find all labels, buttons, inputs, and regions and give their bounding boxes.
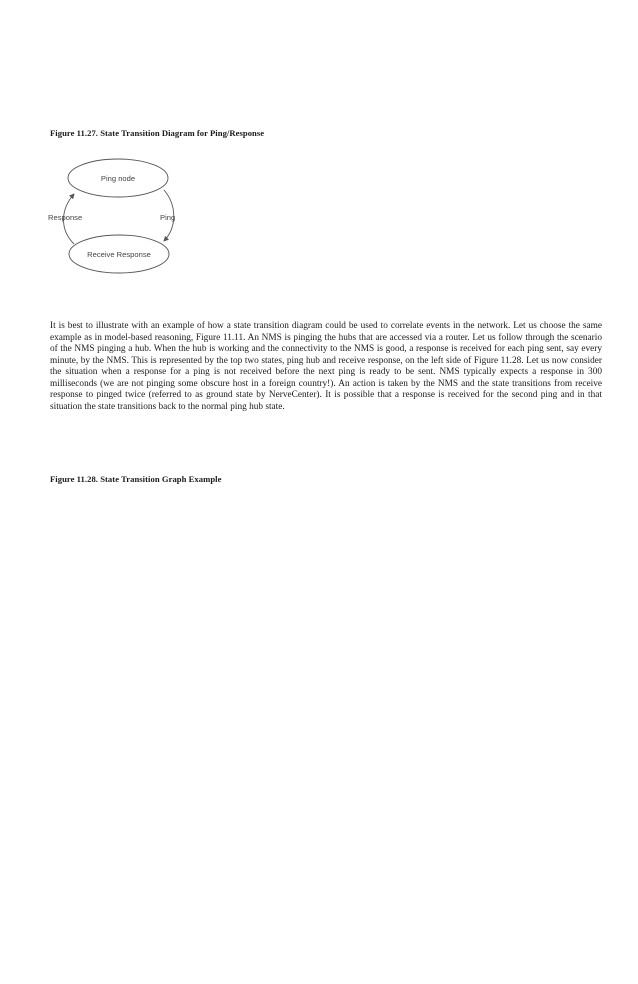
figure-caption: Figure 11.27. State Transition Diagram for Ping/Response — [50, 128, 265, 138]
transition-label-response: Response — [48, 213, 83, 222]
state-label-receive-response: Receive Response — [87, 250, 151, 259]
state-label-ping-node: Ping node — [100, 174, 136, 183]
diagram-svg — [40, 150, 190, 280]
body-paragraph: It is best to illustrate with an example of how a state transition diagram could be used to correlate events in the network. Let us choose the same example as in model-based reasoning, Figure 11.11. An NMS is pinging the hubs that are accessed via a router. Let us follow through the scenario of the NMS pinging a hub. When the hub is working and the connectivity to the NMS is good, a response is received for each ping sent, say every minute, by the NMS. This is represented by the top two states, ping hub and receive response, on the left side of Figure 11.28. Let us now consider the situation when a response for a ping is not received before the next ping is ready to be sent. NMS typically expects a response in 300 milliseconds (we are not pinging some obscure host in a foreign country!). An action is taken by the NMS and the state transitions from receive response to pinged twice (referred to as ground state by NerveCenter). It is possible that a response is received for the second ping and in that situation the state transitions back to the normal ping hub state. — [50, 321, 602, 412]
state-transition-diagram — [40, 150, 190, 280]
transition-label-ping: Ping — [160, 213, 176, 222]
figure-caption-2: Figure 11.28. State Transition Graph Example — [50, 474, 222, 484]
